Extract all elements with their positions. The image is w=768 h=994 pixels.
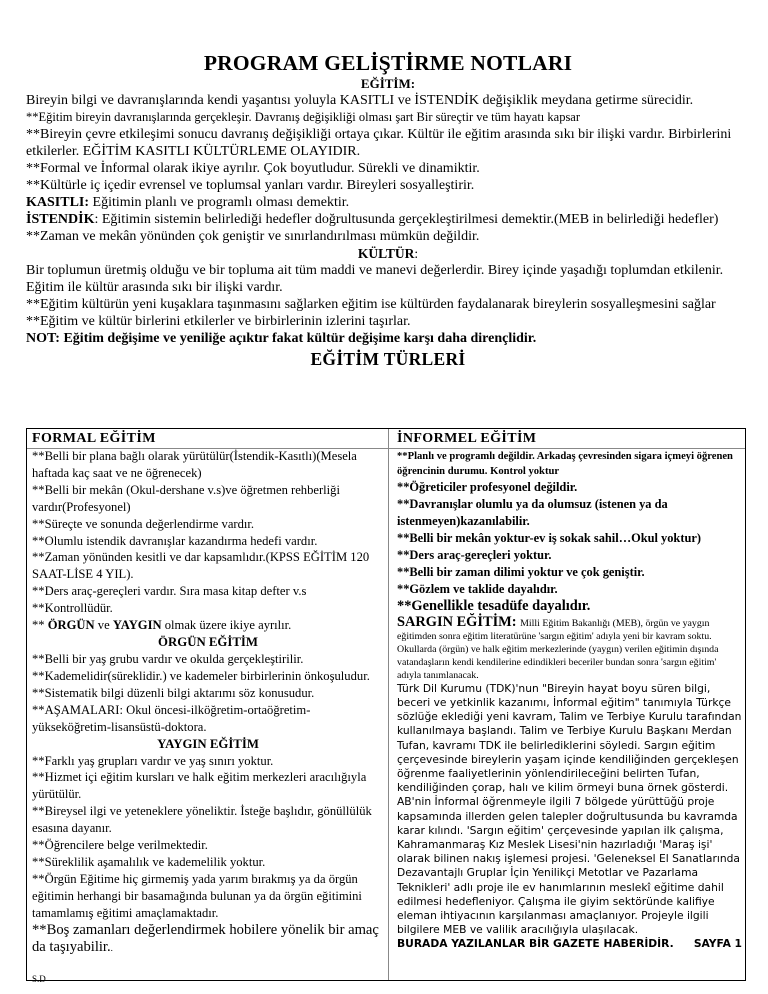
yaygin-list-item: **Bireysel ilgi ve yeteneklere yöneliktir. İsteğe başlıdır, gönüllülük esasına dayanır. [32,804,372,836]
egitim-note: **Kültürle iç içedir evrensel ve toplumsal yanları vardır. Bireyleri sosyalleştirir. [26,178,475,193]
formal-list [32,448,384,617]
informel-list-item: **Gözlem ve taklide dayalıdır. [397,582,558,597]
informel-heading: İNFORMEL EĞİTİM [397,431,537,446]
informel-first-item: **Planlı ve programlı değildir. Arkadaş çevresinden sigara içmeyi öğrenen öğrencinin durumu. Kontrol yoktur [397,451,733,477]
split-yaygin: YAYGIN [112,618,162,633]
orgun-list-item: **Belli bir yaş grubu vardır ve okulda gerçekleştirilir. [32,651,304,666]
egitim-turleri-heading: EĞİTİM TÜRLERİ [310,349,466,369]
orgun-heading: ÖRGÜN EĞİTİM [158,634,258,649]
last-item-text: **Boş zamanları değerlendirmek hobilere yönelik bir amaç da taşıyabilir. [32,921,379,956]
informel-column [397,429,742,952]
yaygin-list-item: **Süreklilik aşamalılık ve kademelilik yoktur. [32,854,266,869]
informel-list [397,479,742,598]
kultur-note: **Eğitim kültürün yeni kuşaklara taşınmasını sağlarken eğitim ise kültürden faydalanarak bireylerin sosyalleşmesini sağlar [26,297,716,312]
informel-list-item: **Belli bir mekân yoktur-ev iş sokak sahil…Okul yoktur) [397,531,701,546]
kultur-heading-text: KÜLTÜR [357,246,415,261]
istendik-definition [26,211,750,228]
split-suffix: olmak üzere ikiye ayrılır. [161,618,292,633]
page-header [26,50,750,370]
egitim-heading: EĞİTİM: [360,76,416,91]
formal-list-item: **Ders araç-gereçleri vardır. Sıra masa kitap defter v.s [32,584,307,599]
orgun-list [32,651,384,736]
formal-list-item: **Zaman yönünden kesitli ve dar kapsamlıdır.(KPSS EĞİTİM 120 SAAT-LİSE 4 YIL). [32,550,370,582]
formal-list-item: **Kontrollüdür. [32,601,113,616]
kultur-note-bold: NOT: Eğitim değişime ve yeniliğe açıktır fakat kültür değişime karşı daha dirençlidir. [26,331,537,346]
istendik-text: : Eğitimin sistemin belirlediği hedefler doğrultusunda gerçekleştirilmesi demektir.(MEB in belirlediği hedefler) [94,212,719,227]
egitim-turleri-table [26,428,746,984]
formal-list-item: **Belli bir mekân (Okul-dershane v.s)ve öğretmen rehberliği vardır(Profesyonel) [32,482,340,514]
kasitli-text: Eğitimin planlı ve programlı olması demektir. [89,195,350,210]
orgun-list-item: **Sistematik bilgi düzenli bilgi aktarımı söz konusudur. [32,685,315,700]
formal-list-item: **Belli bir plana bağlı olarak yürütülür(İstendik-Kasıtlı)(Mesela haftada kaç saat ve ne öğrenecek) [32,449,357,480]
signature: S.D [32,973,46,984]
egitim-note: **Zaman ve mekân yönünden çok geniştir ve sınırlandırılması mümkün değildir. [26,229,480,244]
informel-list-item: **Davranışlar olumlu ya da olumsuz (istenen ya da istenmeyen)kazanılabilir. [397,497,668,529]
split-orgun: ÖRGÜN [47,618,95,633]
news-bold-note: BURADA YAZILANLAR BİR GAZETE HABERİDİR. [397,937,674,951]
column-divider [388,429,389,980]
kultur-heading [26,245,750,262]
sargin-text: Milli Eğitim Bakanlığı (MEB), örgün ve yaygın eğitimden sonra eğitim literatürüne 'sargın eğitim' adıyla yeni bir kavram soktu. Okullarda (örgün) ve halk eğitim merkezlerinde (yaygın) verilen eğitimin dışında vatandaşların kendi kendilerine edindikleri beceriler bundan sonra 'sargın eğitim' adıyla tanımlanacak. [397,617,719,681]
sargin-paragraph [397,613,742,682]
page-title: PROGRAM GELİŞTİRME NOTLARI [203,51,573,75]
yaygin-list [32,753,384,922]
kultur-note: **Eğitim ve kültür birlerini etkilerler ve birbirlerinin izlerini taşırlar. [26,314,411,329]
kultur-heading-colon: : [414,246,419,261]
informel-last-item: **Genellikle tesadüfe dayalıdır. [397,598,591,615]
egitim-note: **Formal ve İnformal olarak ikiye ayrılır. Çok boyutludur. Sürekli ve dinamiktir. [26,161,480,176]
istendik-label: İSTENDİK [26,212,95,227]
yaygin-list-item: **Hizmet içi eğitim kursları ve halk eğitim merkezleri aracılığıyla yürütülür. [32,770,367,802]
formal-split-item [32,617,384,634]
formal-last-item [32,922,384,958]
yaygin-list-item: **Örgün Eğitime hiç girmemiş yada yarım bırakmış ya da örgün eğitimin herhangi bir basamağında bulunan ya da örgün eğitimini tamamlamış eğitimi amaçlamaktadır. [32,871,362,920]
yaygin-heading: YAYGIN EĞİTİM [157,736,259,751]
kultur-definition: Bir toplumun üretmiş olduğu ve bir topluma ait tüm maddi ve manevi değerlerdir. Birey içinde yaşadığı toplumdan etkilenir. Eğitim ile kültür arasında sıkı bir ilişki vardır. [26,263,724,295]
sargin-label: SARGIN EĞİTİM [397,613,512,630]
split-prefix: ** [32,618,48,633]
informel-list-item: **Belli bir zaman dilimi yoktur ve çok geniştir. [397,565,645,580]
formal-list-item: **Olumlu istendik davranışlar kazandırma hedefi vardır. [32,533,318,548]
news-paragraph: Türk Dil Kurumu (TDK)'nun "Bireyin hayat boyu süren bilgi, beceri ve yetkinlik kazanımı, İnformal eğitim" tanımıyla Türkçe sözlüğe eklediği yeni kavram, Talim ve Terbiye Kurulu tarafından kullanılmaya başlandı. Talim ve Terbiye Kurulu Başkanı Merdan Tufan, kavramı TDK ile belirlediklerini söyledi. Sargın eğitim çerçevesinde bireylerin yaşam içinde kendiliğinden gerçekleşen öğrenme faaliyetlerinin yönlendirileceğini belirten Tufan, kendiliğinden çorap, halı ve kilim örmeyi buna örnek gösterdi. AB'nin İnformal öğrenmeyle ilgili 7 bölgede yürüttüğü proje kapsamında illerden gelen talepler doğrultusunda bu kavramda karar kılındı. 'Sargın eğitim' çerçevesinde yapılan ilk çalışma, Kahramanmaraş Kız Meslek Lisesi'nin hazırladığı 'Maraş işi' olarak bilinen nakış işlemesi projesi. 'Geleneksel El Sanatlarında Dezavantajlı Gruplar İçin Yenilikçi Metotlar ve Pazarlama Teknikleri' adlı proje ile ev hanımlarının meslekî eğitime dahil edilmesi hedefleniyor. Çalışma ile giyim sektöründe kalifiye eleman ihtiyacının karşılanması amaçlanıyor. Projeyle ilgili bilgilere MEB ve valilik aracılığıyla ulaşılacak. [397,681,742,937]
formal-heading: FORMAL EĞİTİM [32,431,156,446]
sargin-colon: : [511,613,521,630]
informel-list-item: **Öğreticiler profesyonel değildir. [397,480,578,495]
last-item-dot: . [110,943,113,954]
egitim-note: **Eğitim bireyin davranışlarında gerçekleşir. Davranış değişikliği olması şart Bir süreçtir ve tüm hayatı kapsar [26,110,581,124]
news-footer [397,937,742,951]
formal-column [32,429,384,984]
formal-list-item: **Süreçte ve sonunda değerlendirme vardır. [32,516,255,531]
informel-list-item: **Ders araç-gereçleri yoktur. [397,548,552,563]
kasitli-label: KASITLI: [26,195,90,210]
yaygin-list-item: **Farklı yaş grupları vardır ve yaş sınırı yoktur. [32,753,274,768]
orgun-list-item: **AŞAMALARI: Okul öncesi-ilköğretim-ortaöğretim-yükseköğretim-lisansüstü-doktora. [32,702,311,734]
yaygin-list-item: **Öğrencilere belge verilmektedir. [32,838,208,853]
egitim-definition: Bireyin bilgi ve davranışlarında kendi yaşantısı yoluyla KASITLI ve İSTENDİK değişiklik meydana getirme sürecidir. [26,93,694,108]
orgun-list-item: **Kademelidir(süreklidir.) ve kademeler birbirlerinin önkoşuludur. [32,668,370,683]
egitim-note: **Bireyin çevre etkileşimi sonucu davranış değişikliği ortaya çıkar. Kültür ile eğitim arasında sıkı bir ilişki vardır. Birbirlerini etkilerler. EĞİTİM KASITLI KÜLTÜRLEME OLAYIDIR. [26,127,732,159]
page-number: SAYFA 1 [693,937,742,951]
split-ve: ve [94,618,113,633]
kasitli-definition [26,194,750,211]
